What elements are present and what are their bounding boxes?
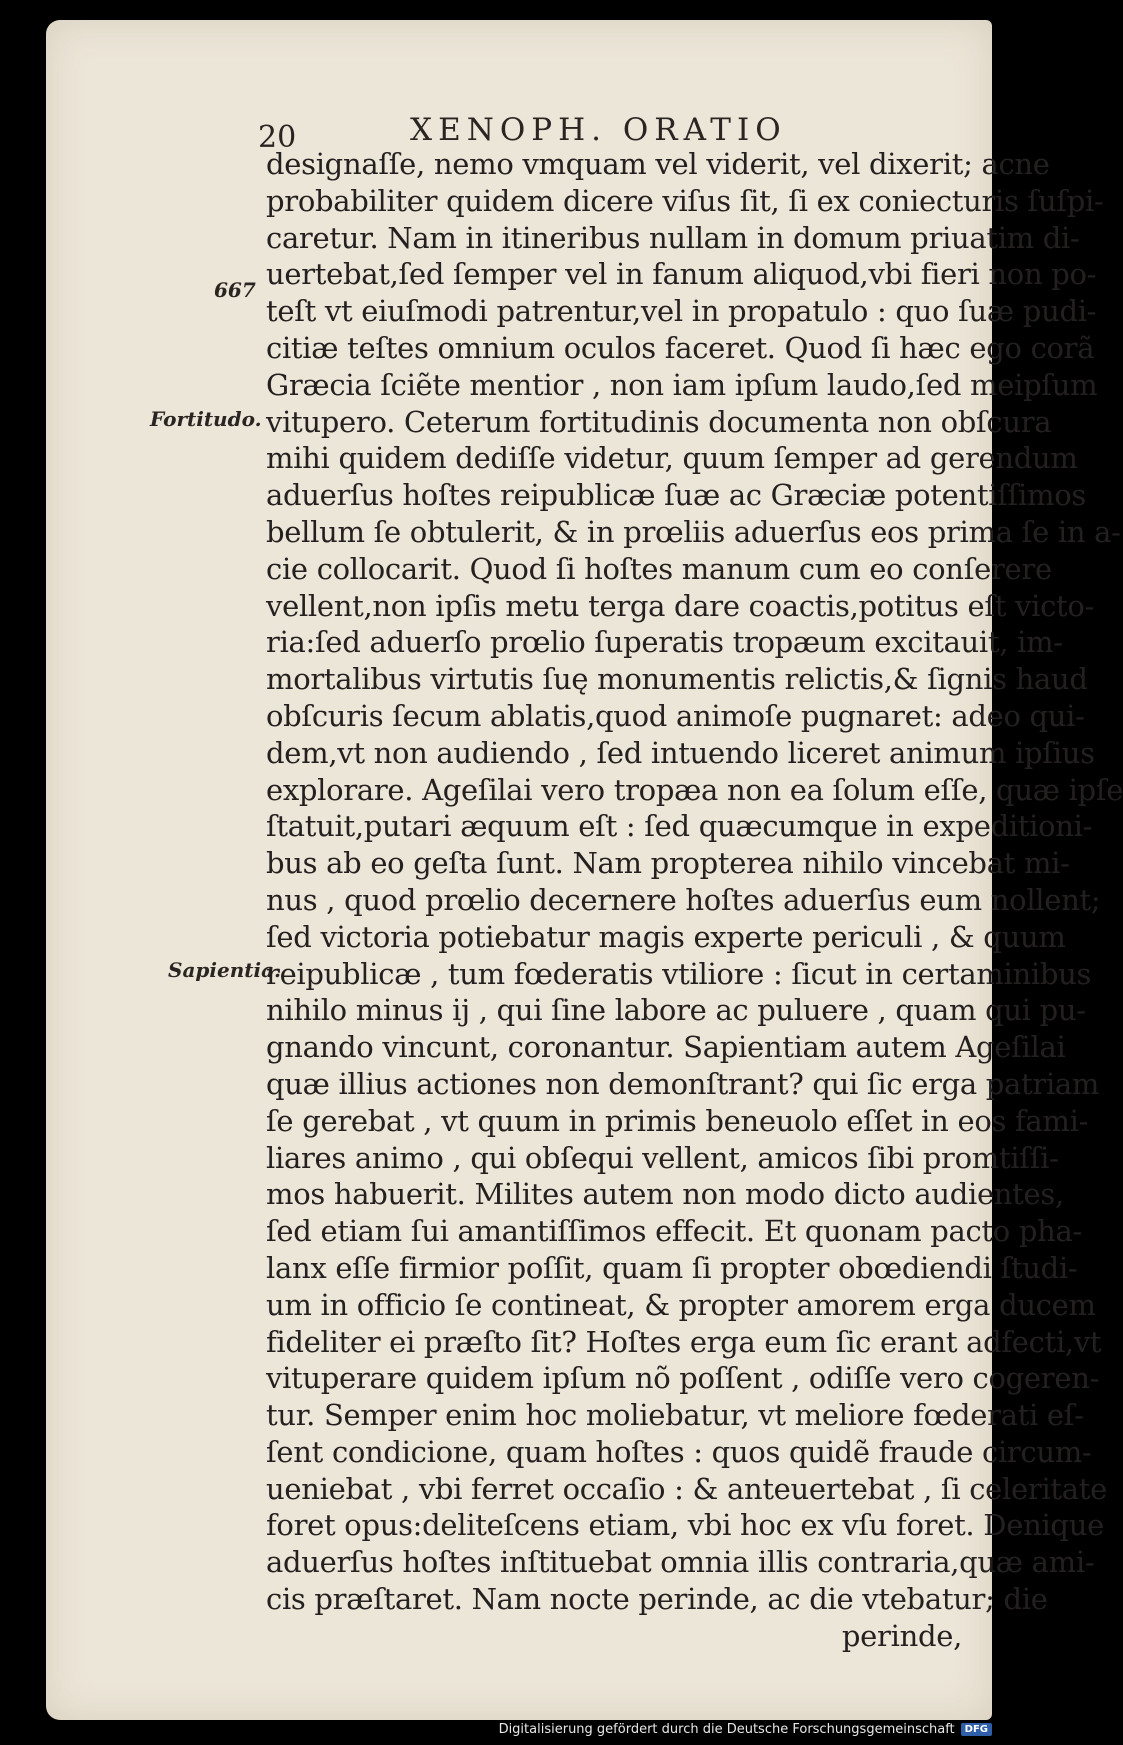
text-line: ſed victoria potiebatur magis experte periculi , & quum [266,919,1066,954]
text-line: bellum ſe obtulerit, & in prœliis aduerſus eos prima ſe in a- [266,514,1121,549]
text-line: ueniebat , vbi ferret occaſio : & anteuertebat , ſi celeritate [266,1471,1107,1506]
text-line: liares animo , qui obſequi vellent, amicos ſibi promtiſſi- [266,1140,1059,1175]
text-line: gnando vincunt, coronantur. Sapientiam autem Ageſilai [266,1030,1066,1065]
text-line: cis præſtaret. Nam nocte perinde, ac die vtebatur; die [266,1582,1048,1617]
text-line: dem,vt non audiendo , ſed intuendo liceret animum ipſius [266,735,1095,770]
text-line: vitupero. Ceterum fortitudinis documenta non obſcura [266,404,1052,439]
page-number: 20 [258,120,297,155]
text-line: nus , quod prœlio decernere hoſtes aduerſus eum nollent; [266,882,1101,917]
text-line: cie collocarit. Quod ſi hoſtes manum cum eo conſerere [266,551,1052,586]
text-line: ſtatuit,putari æquum eſt : ſed quæcumque in expeditioni- [266,809,1093,844]
text-line: bus ab eo geſta ſunt. Nam propterea nihilo vincebat mi- [266,846,1070,881]
text-line: ſent condicione, quam hoſtes : quos quidẽ fraude circum- [266,1434,1092,1469]
text-line: explorare. Ageſilai vero tropæa non ea ſolum eſſe, quæ ipſe [266,772,1123,807]
running-head: XENOPH. ORATIO [410,112,787,148]
margin-note-sapientia: Sapientia. [168,958,282,982]
text-line: obſcuris ſecum ablatis,quod animoſe pugnaret: adeo qui- [266,698,1085,733]
text-line: quæ illius actiones non demonſtrant? qui ſic erga patriam [266,1066,1100,1101]
catchword: perinde, [841,1618,962,1653]
text-line: Græcia ſciẽte mentior , non iam ipſum laudo,ſed meipſum [266,367,1098,402]
text-line: citiæ teſtes omnium oculos faceret. Quod ſi hæc ego corã [266,330,1095,365]
text-line: vellent,non ipſis metu terga dare coactis,potitus eſt victo- [266,588,1095,623]
margin-note-fortitudo: Fortitudo. [150,407,262,431]
text-line: lanx eſſe firmior poſſit, quam ſi propter obœdiendi ſtudi- [266,1250,1078,1285]
text-line: aduerſus hoſtes reipublicæ ſuæ ac Græciæ potentiſſimos [266,478,1086,513]
text-line: caretur. Nam in itineribus nullam in domum priuatim di- [266,220,1080,255]
text-line: teſt vt eiuſmodi patrentur,vel in propatulo : quo ſuæ pudi- [266,294,1097,329]
text-line: probabiliter quidem dicere viſus ſit, ſi ex coniecturis ſuſpi- [266,183,1104,218]
text-line: ria:ſed aduerſo prœlio ſuperatis tropæum excitauit, im- [266,625,1063,660]
text-line: ſed etiam ſui amantiſſimos effecit. Et quonam pacto pha- [266,1214,1082,1249]
text-line: aduerſus hoſtes inſtituebat omnia illis contraria,quæ ami- [266,1545,1095,1580]
margin-note-667: 667 [214,278,256,302]
text-line: mortalibus virtutis ſuę monumentis relictis,& ſignis haud [266,662,1088,697]
text-line: mos habuerit. Milites autem non modo dicto audientes, [266,1177,1064,1212]
text-line: fideliter ei præſto ſit? Hoſtes erga eum ſic erant adfecti,vt [266,1324,1102,1359]
footer [499,1722,992,1737]
text-line: foret opus:deliteſcens etiam, vbi hoc ex vſu foret. Denique [266,1508,1104,1543]
text-line: reipublicæ , tum fœderatis vtiliore : ſicut in certaminibus [266,956,1092,991]
text-line: vituperare quidem ipſum nõ poſſent , odiſſe vero cogeren- [266,1361,1100,1396]
dfg-logo: DFG [961,1723,992,1736]
body-text [266,146,1123,1655]
text-line: designaſſe, nemo vmquam vel viderit, vel dixerit; acne [266,147,1050,181]
text-line: uertebat,ſed ſemper vel in fanum aliquod,vbi fieri non po- [266,257,1097,292]
digitization-credit: Digitalisierung gefördert durch die Deutsche Forschungsgemeinschaft [498,1722,955,1737]
text-line: um in officio ſe contineat, & propter amorem erga ducem [266,1287,1096,1322]
text-line: mihi quidem dediſſe videtur, quum ſemper ad gerendum [266,441,1078,476]
text-line: nihilo minus ij , qui ſine labore ac puluere , quam qui pu- [266,993,1086,1028]
text-line: tur. Semper enim hoc moliebatur, vt meliore fœderati eſ- [266,1398,1084,1433]
text-line: ſe gerebat , vt quum in primis beneuolo eſſet in eos fami- [266,1103,1089,1138]
